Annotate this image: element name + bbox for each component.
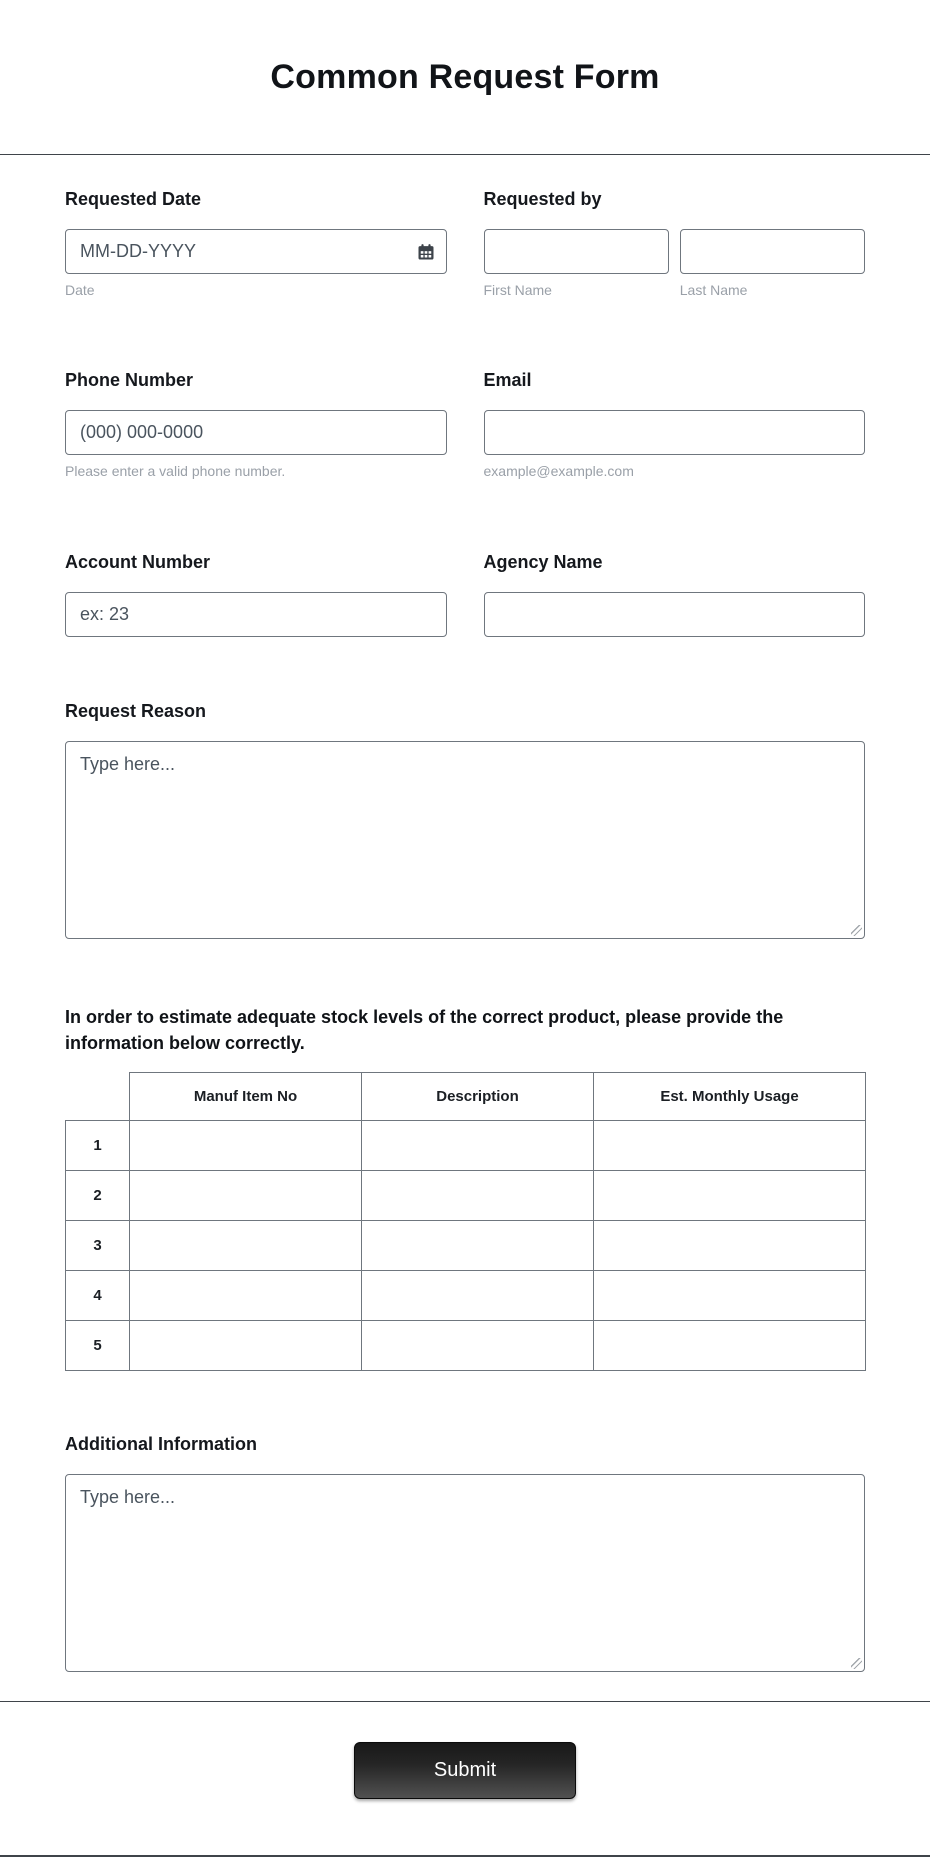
request-reason-textarea-wrap <box>65 741 865 939</box>
table-header-manuf-item-no: Manuf Item No <box>130 1073 362 1121</box>
email-label: Email <box>483 370 532 390</box>
row-date-requestedby <box>65 188 865 299</box>
table-row <box>66 1121 866 1171</box>
table-row-label: 4 <box>66 1271 130 1321</box>
first-name-sublabel: First Name <box>483 282 552 298</box>
submit-row <box>0 1742 930 1799</box>
last-name-input[interactable] <box>680 229 865 274</box>
field-agency-name <box>484 551 866 637</box>
table-cell-input-r3-usage[interactable] <box>594 1221 865 1270</box>
requested-date-input[interactable] <box>65 229 447 274</box>
table-cell <box>362 1171 594 1221</box>
request-reason-textarea[interactable] <box>65 741 865 939</box>
field-phone <box>65 369 447 480</box>
email-sublabel: example@example.com <box>483 463 634 479</box>
table-cell <box>594 1171 866 1221</box>
footer-divider <box>0 1701 930 1702</box>
table-row <box>66 1271 866 1321</box>
request-reason-label: Request Reason <box>65 701 207 721</box>
phone-input[interactable] <box>65 410 447 455</box>
table-cell-input-r1-usage[interactable] <box>594 1121 865 1170</box>
first-name-input[interactable] <box>484 229 669 274</box>
table-cell-input-r3-manuf[interactable] <box>130 1221 361 1270</box>
table-cell <box>362 1221 594 1271</box>
additional-information-label: Additional Information <box>65 1434 257 1454</box>
field-requested-by <box>484 188 866 299</box>
table-cell <box>130 1321 362 1371</box>
last-name-sublabel: Last Name <box>679 282 748 298</box>
table-cell <box>594 1221 866 1271</box>
table-cell-input-r5-manuf[interactable] <box>130 1321 361 1370</box>
form-header <box>0 0 930 155</box>
requested-by-label: Requested by <box>483 189 602 209</box>
table-cell <box>362 1321 594 1371</box>
table-cell-input-r2-manuf[interactable] <box>130 1171 361 1220</box>
table-cell <box>594 1121 866 1171</box>
table-row-label: 2 <box>66 1171 130 1221</box>
field-requested-date <box>65 188 447 299</box>
last-name-block <box>680 229 865 299</box>
table-cell <box>130 1121 362 1171</box>
stock-instruction-text: In order to estimate adequate stock levels of the correct product, please provide the information below correctly. <box>65 1007 784 1053</box>
table-cell-input-r5-usage[interactable] <box>594 1321 865 1370</box>
page-bottom-border <box>0 1855 930 1857</box>
table-cell <box>130 1221 362 1271</box>
table-cell-input-r4-desc[interactable] <box>362 1271 593 1320</box>
table-corner-cell <box>66 1073 130 1121</box>
additional-information-textarea[interactable] <box>65 1474 865 1672</box>
requested-date-label: Requested Date <box>65 189 202 209</box>
table-cell-input-r2-desc[interactable] <box>362 1171 593 1220</box>
email-input[interactable] <box>484 410 866 455</box>
table-row <box>66 1321 866 1371</box>
table-cell <box>130 1171 362 1221</box>
field-email <box>484 369 866 480</box>
row-account-agency <box>65 551 865 637</box>
table-header-est-monthly-usage: Est. Monthly Usage <box>594 1073 866 1121</box>
agency-name-input[interactable] <box>484 592 866 637</box>
phone-sublabel: Please enter a valid phone number. <box>65 463 286 479</box>
table-cell-input-r1-manuf[interactable] <box>130 1121 361 1170</box>
table-row <box>66 1221 866 1271</box>
table-row-label: 5 <box>66 1321 130 1371</box>
account-number-input[interactable] <box>65 592 447 637</box>
table-cell <box>594 1321 866 1371</box>
field-request-reason <box>65 700 865 939</box>
row-phone-email <box>65 369 865 480</box>
page-title: Common Request Form <box>270 57 660 96</box>
table-cell-input-r2-usage[interactable] <box>594 1171 865 1220</box>
calendar-icon[interactable] <box>416 242 436 262</box>
table-cell-input-r4-manuf[interactable] <box>130 1271 361 1320</box>
table-cell <box>362 1271 594 1321</box>
table-cell-input-r3-desc[interactable] <box>362 1221 593 1270</box>
table-cell <box>130 1271 362 1321</box>
requested-by-inputs <box>484 229 866 299</box>
table-header-row <box>66 1073 866 1121</box>
field-additional-information <box>65 1433 865 1672</box>
submit-button[interactable]: Submit <box>354 1742 576 1799</box>
stock-usage-table <box>65 1072 866 1371</box>
form-body <box>0 188 930 1672</box>
account-number-label: Account Number <box>65 552 211 572</box>
table-row-label: 3 <box>66 1221 130 1271</box>
table-header-description: Description <box>362 1073 594 1121</box>
table-cell <box>362 1121 594 1171</box>
first-name-block <box>484 229 669 299</box>
table-row-label: 1 <box>66 1121 130 1171</box>
phone-label: Phone Number <box>65 370 194 390</box>
requested-date-sublabel: Date <box>65 282 95 298</box>
table-cell <box>594 1271 866 1321</box>
additional-information-textarea-wrap <box>65 1474 865 1672</box>
table-cell-input-r5-desc[interactable] <box>362 1321 593 1370</box>
table-cell-input-r1-desc[interactable] <box>362 1121 593 1170</box>
agency-name-label: Agency Name <box>483 552 603 572</box>
table-row <box>66 1171 866 1221</box>
field-account-number <box>65 551 447 637</box>
table-cell-input-r4-usage[interactable] <box>594 1271 865 1320</box>
requested-date-input-wrap <box>65 229 447 274</box>
